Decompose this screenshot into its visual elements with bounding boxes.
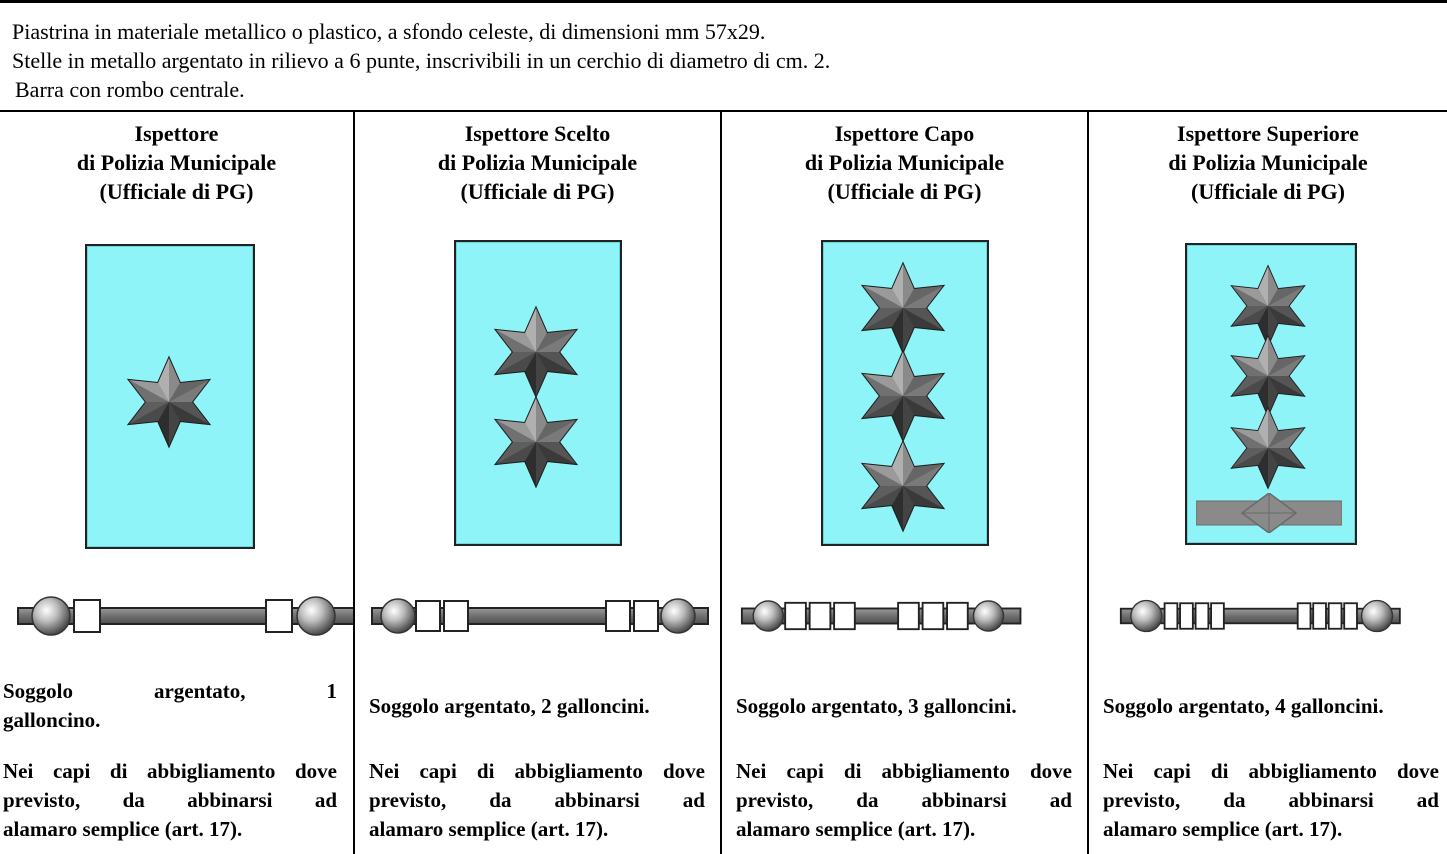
note-word: capi [419,759,457,783]
note-word: abbigliamento [881,759,1010,783]
rank-caption [3,677,337,735]
caption-word: argentato, [153,679,246,703]
note-word: di [1210,759,1229,783]
star-icon [855,348,951,444]
rank-title-line-3: (Ufficiale di PG) [1191,179,1345,204]
intro-box [0,0,1447,112]
note-word: dove [1396,759,1439,783]
note-word: previsto, [369,788,447,812]
rank-title-line-2: di Polizia Municipale [804,150,1005,175]
rank-note [369,757,705,844]
rank-caption: Soggolo argentato, 3 galloncini. [736,694,1017,718]
chinstrap-galloncino-icon [16,594,356,638]
note-word: Nei [3,759,34,783]
note-last-line: alamaro semplice (art. 17). [369,817,609,841]
chinstrap-galloncino-icon [740,594,1060,638]
rank-title-line-1: Ispettore [134,121,219,146]
star-icon [855,438,951,534]
note-word: di [476,759,495,783]
note-word: abbigliamento [514,759,643,783]
rank-title-line-1: Ispettore Superiore [1177,121,1359,146]
rank-note [3,757,337,844]
note-word: dove [662,759,705,783]
note-word: da [1223,788,1246,812]
rank-title-line-2: di Polizia Municipale [437,150,638,175]
star-icon [488,394,584,490]
note-last-line: alamaro semplice (art. 17). [3,817,243,841]
note-last-line: alamaro semplice (art. 17). [736,817,976,841]
note-word: capi [786,759,824,783]
rank-title [0,119,353,206]
note-word: abbinarsi [554,788,640,812]
note-word: ad [1416,788,1439,812]
rank-plate [454,240,622,546]
intro-line-2: Stelle in metallo argentato in rilievo a 6 punte, inscrivibili in un cerchio di diametro di cm. 2. [12,48,831,73]
diamond-bar-icon [1196,493,1342,533]
note-word: ad [682,788,705,812]
note-word: Nei [1103,759,1134,783]
rank-title [722,119,1087,206]
rank-note [1103,757,1439,844]
note-word: da [856,788,879,812]
note-word: ad [314,788,337,812]
note-word: capi [1153,759,1191,783]
star-icon [855,260,951,356]
note-word: abbigliamento [1248,759,1377,783]
rank-column-ispettore-scelto [353,112,720,854]
rank-title [355,119,720,206]
note-word: di [109,759,128,783]
chinstrap-galloncino-icon [370,594,710,638]
note-word: da [122,788,145,812]
note-word: Nei [736,759,767,783]
note-last-line: alamaro semplice (art. 17). [1103,817,1343,841]
note-word: ad [1049,788,1072,812]
rank-title-line-1: Ispettore Capo [834,121,975,146]
rank-title-line-2: di Polizia Municipale [1168,150,1368,175]
caption-word: 1 [326,679,337,703]
note-word: di [843,759,862,783]
note-word: abbinarsi [921,788,1007,812]
rank-plate [85,244,255,549]
rank-column-ispettore-capo [720,112,1087,854]
rank-caption: Soggolo argentato, 2 galloncini. [369,694,650,718]
note-word: previsto, [736,788,814,812]
caption-word: Soggolo [3,679,74,703]
rank-title-line-3: (Ufficiale di PG) [99,179,254,204]
note-word: capi [52,759,91,783]
rank-title-line-3: (Ufficiale di PG) [827,179,982,204]
note-word: dove [294,759,337,783]
note-word: abbigliamento [147,759,276,783]
star-icon [121,354,217,450]
note-word: previsto, [1103,788,1181,812]
rank-plate [821,240,989,546]
rank-note [736,757,1072,844]
note-word: Nei [369,759,400,783]
intro-line-1: Piastrina in materiale metallico o plastico, a sfondo celeste, di dimensioni mm 57x29. [12,19,766,44]
note-word: previsto, [3,788,81,812]
rank-title-line-3: (Ufficiale di PG) [460,179,615,204]
note-word: abbinarsi [187,788,273,812]
rank-title-line-2: di Polizia Municipale [76,150,277,175]
rank-plate [1185,243,1357,545]
note-word: abbinarsi [1288,788,1374,812]
rank-title [1089,119,1447,206]
note-word: da [489,788,512,812]
rank-column-ispettore-superiore [1087,112,1447,854]
star-icon [1225,405,1311,491]
caption-word: galloncino. [3,708,101,732]
rank-caption: Soggolo argentato, 4 galloncini. [1103,694,1384,718]
star-icon [488,304,584,400]
note-word: dove [1029,759,1072,783]
chinstrap-galloncino-icon [1119,594,1429,638]
rank-title-line-1: Ispettore Scelto [464,121,611,146]
intro-line-3: Barra con rombo centrale. [15,77,245,102]
rank-column-ispettore [0,112,353,854]
